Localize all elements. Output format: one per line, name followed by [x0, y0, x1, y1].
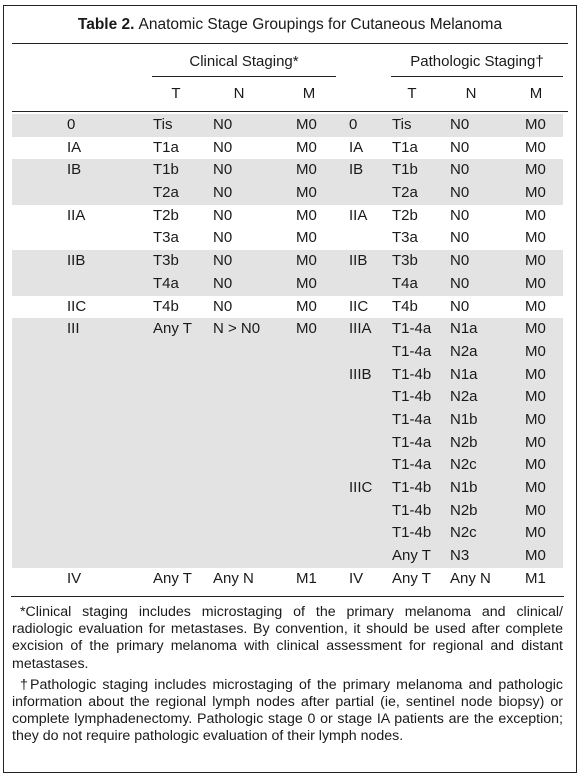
clinical-n-cell: N0	[213, 116, 233, 133]
pathologic-t-cell: Tis	[392, 116, 412, 133]
table-row	[12, 273, 563, 296]
col-header-clinical-m: M	[302, 85, 316, 102]
pathologic-m-cell: M0	[525, 524, 546, 542]
col-header-pathologic-m: M	[529, 85, 543, 102]
table-row	[12, 250, 563, 273]
pathologic-stage-cell: IA	[349, 138, 364, 156]
table-caption: Anatomic Stage Groupings for Cutaneous Melanoma	[138, 16, 503, 33]
table-row	[12, 522, 563, 545]
clinical-t-cell: T3a	[153, 229, 179, 247]
footnote-clinical: *Clinical staging includes microstaging of the primary melanoma and clinical/ radiologic evaluation for metastases. By convention, it should be used after complete excision of the primary melanoma with clinical assessment for regional and distant metastases.	[12, 604, 563, 672]
pathologic-m-cell: M0	[525, 501, 546, 519]
pathologic-n-cell: N2c	[450, 456, 477, 474]
pathologic-stage-cell: IIC	[349, 297, 369, 315]
clinical-m-cell: M0	[296, 184, 317, 202]
clinical-stage-cell: IIB	[67, 252, 86, 270]
clinical-stage-cell: 0	[67, 116, 76, 133]
pathologic-group-header: Pathologic Staging†	[410, 53, 544, 70]
pathologic-m-cell: M0	[525, 138, 546, 156]
clinical-group-header: Clinical Staging*	[189, 53, 299, 70]
clinical-m-cell: M0	[296, 138, 317, 156]
footnote-pathologic: †Pathologic staging includes microstaging of the primary melanoma and pathologic information about the regional lymph nodes after partial (ie, sentinel node biopsy) or complete lymphadenectomy. Pathologic stage 0 or stage IA patients are the exception; they do not require pathologic evaluation of their lymph nodes.	[12, 676, 563, 745]
pathologic-t-cell: T2a	[392, 184, 418, 202]
pathologic-t-cell: Any T	[392, 569, 431, 587]
pathologic-n-cell: N1b	[450, 479, 478, 496]
bottom-rule	[11, 596, 564, 597]
pathologic-n-cell: N0	[450, 252, 470, 270]
table-row	[12, 477, 563, 500]
pathologic-t-cell: T1-4b	[392, 365, 432, 383]
pathologic-m-cell: M0	[525, 229, 546, 247]
pathologic-m-cell: M0	[525, 184, 546, 202]
clinical-t-cell: T1b	[153, 161, 179, 179]
pathologic-n-cell: N0	[450, 274, 470, 292]
clinical-t-cell: T3b	[153, 252, 179, 270]
pathologic-t-cell: T2b	[392, 206, 418, 224]
clinical-n-cell: N0	[213, 161, 233, 179]
clinical-n-cell: N0	[213, 252, 233, 270]
pathologic-m-cell: M0	[525, 320, 546, 338]
clinical-stage-cell: IA	[67, 138, 82, 156]
pathologic-t-cell: T1-4b	[392, 524, 432, 542]
pathologic-t-cell: T1-4b	[392, 388, 432, 406]
pathologic-n-cell: N0	[450, 116, 470, 133]
table-row	[12, 454, 563, 477]
pathologic-m-cell: M0	[525, 161, 546, 179]
clinical-m-cell: M0	[296, 229, 317, 247]
pathologic-n-cell: N2b	[450, 433, 478, 451]
table-row	[12, 386, 563, 409]
clinical-stage-cell: IIA	[67, 206, 86, 224]
pathologic-n-cell: N0	[450, 138, 470, 156]
table-row	[12, 296, 563, 319]
pathologic-n-cell: Any N	[450, 569, 491, 587]
table-row	[12, 545, 563, 568]
pathologic-m-cell: M0	[525, 547, 546, 565]
clinical-n-cell: N > N0	[213, 320, 261, 338]
pathologic-stage-cell: IIA	[349, 206, 368, 224]
pathologic-t-cell: T1b	[392, 161, 418, 179]
pathologic-t-cell: T3a	[392, 229, 418, 247]
table-row	[12, 114, 563, 137]
clinical-m-cell: M0	[296, 297, 317, 315]
col-header-pathologic-t: T	[407, 85, 417, 102]
clinical-m-cell: M0	[296, 320, 317, 338]
clinical-t-cell: T4b	[153, 297, 179, 315]
pathologic-m-cell: M0	[525, 365, 546, 383]
table-row	[12, 182, 563, 205]
table-row	[12, 137, 563, 160]
pathologic-t-cell: T4b	[392, 297, 418, 315]
table-row	[12, 500, 563, 523]
pathologic-n-cell: N2a	[450, 342, 478, 360]
pathologic-t-cell: T4a	[392, 274, 418, 292]
clinical-stage-cell: III	[67, 320, 80, 338]
clinical-m-cell: M0	[296, 274, 317, 292]
pathologic-n-cell: N1a	[450, 320, 478, 338]
clinical-stage-cell: IB	[67, 161, 82, 179]
pathologic-m-cell: M0	[525, 479, 546, 496]
pathologic-t-cell: T1-4a	[392, 433, 432, 451]
clinical-m-cell: M0	[296, 161, 317, 179]
pathologic-n-cell: N3	[450, 547, 470, 565]
clinical-t-cell: T2b	[153, 206, 179, 224]
pathologic-stage-cell: IB	[349, 161, 364, 179]
stage-table-body	[12, 114, 563, 590]
table-row	[12, 432, 563, 455]
pathologic-stage-cell: IIIB	[349, 365, 372, 383]
col-header-clinical-t: T	[171, 85, 181, 102]
table-row	[12, 205, 563, 228]
pathologic-n-cell: N2c	[450, 524, 477, 542]
footnotes	[12, 604, 563, 746]
pathologic-m-cell: M0	[525, 388, 546, 406]
pathologic-t-cell: T1-4b	[392, 501, 432, 519]
clinical-stage-cell: IV	[67, 569, 82, 587]
table-row	[12, 364, 563, 387]
pathologic-m-cell: M0	[525, 342, 546, 360]
clinical-n-cell: N0	[213, 297, 233, 315]
pathologic-n-cell: N1b	[450, 410, 478, 428]
pathologic-t-cell: T1-4a	[392, 342, 432, 360]
pathologic-m-cell: M0	[525, 116, 546, 133]
pathologic-n-cell: N1a	[450, 365, 478, 383]
header-rule	[12, 111, 568, 112]
clinical-n-cell: Any N	[213, 569, 254, 587]
pathologic-m-cell: M1	[525, 569, 546, 587]
pathologic-t-cell: T1-4a	[392, 410, 432, 428]
pathologic-stage-cell: IIIA	[349, 320, 372, 338]
pathologic-n-cell: N0	[450, 184, 470, 202]
table-row	[12, 341, 563, 364]
clinical-t-cell: Tis	[153, 116, 173, 133]
clinical-n-cell: N0	[213, 206, 233, 224]
table-row	[12, 409, 563, 432]
pathologic-group-rule	[391, 76, 563, 77]
pathologic-n-cell: N2b	[450, 501, 478, 519]
pathologic-m-cell: M0	[525, 297, 546, 315]
col-header-pathologic-n: N	[465, 85, 477, 102]
clinical-t-cell: T1a	[153, 138, 179, 156]
clinical-group-rule	[152, 76, 336, 77]
pathologic-m-cell: M0	[525, 252, 546, 270]
pathologic-n-cell: N2a	[450, 388, 478, 406]
clinical-t-cell: Any T	[153, 569, 192, 587]
pathologic-m-cell: M0	[525, 206, 546, 224]
clinical-t-cell: T2a	[153, 184, 179, 202]
pathologic-n-cell: N0	[450, 206, 470, 224]
clinical-n-cell: N0	[213, 229, 233, 247]
clinical-n-cell: N0	[213, 184, 233, 202]
clinical-stage-cell: IIC	[67, 297, 87, 315]
table-row	[12, 227, 563, 250]
clinical-n-cell: N0	[213, 138, 233, 156]
pathologic-t-cell: T1a	[392, 138, 418, 156]
table-row	[12, 568, 563, 591]
clinical-m-cell: M1	[296, 569, 317, 587]
pathologic-stage-cell: IIIC	[349, 479, 373, 496]
pathologic-t-cell: T3b	[392, 252, 418, 270]
pathologic-stage-cell: IIB	[349, 252, 368, 270]
clinical-n-cell: N0	[213, 274, 233, 292]
table-row	[12, 318, 563, 341]
pathologic-n-cell: N0	[450, 229, 470, 247]
table-row	[12, 159, 563, 182]
clinical-t-cell: Any T	[153, 320, 192, 338]
table-title	[4, 16, 576, 34]
clinical-m-cell: M0	[296, 206, 317, 224]
clinical-m-cell: M0	[296, 116, 317, 133]
clinical-m-cell: M0	[296, 252, 317, 270]
pathologic-m-cell: M0	[525, 456, 546, 474]
pathologic-m-cell: M0	[525, 274, 546, 292]
col-header-clinical-n: N	[233, 85, 245, 102]
pathologic-t-cell: T1-4a	[392, 456, 432, 474]
pathologic-n-cell: N0	[450, 161, 470, 179]
title-rule	[12, 43, 568, 44]
pathologic-m-cell: M0	[525, 410, 546, 428]
clinical-t-cell: T4a	[153, 274, 179, 292]
pathologic-n-cell: N0	[450, 297, 470, 315]
table-number: Table 2.	[77, 16, 135, 33]
pathologic-t-cell: T1-4b	[392, 479, 432, 496]
pathologic-m-cell: M0	[525, 433, 546, 451]
pathologic-t-cell: Any T	[392, 547, 431, 565]
pathologic-t-cell: T1-4a	[392, 320, 432, 338]
pathologic-stage-cell: IV	[349, 569, 364, 587]
pathologic-stage-cell: 0	[349, 116, 358, 133]
